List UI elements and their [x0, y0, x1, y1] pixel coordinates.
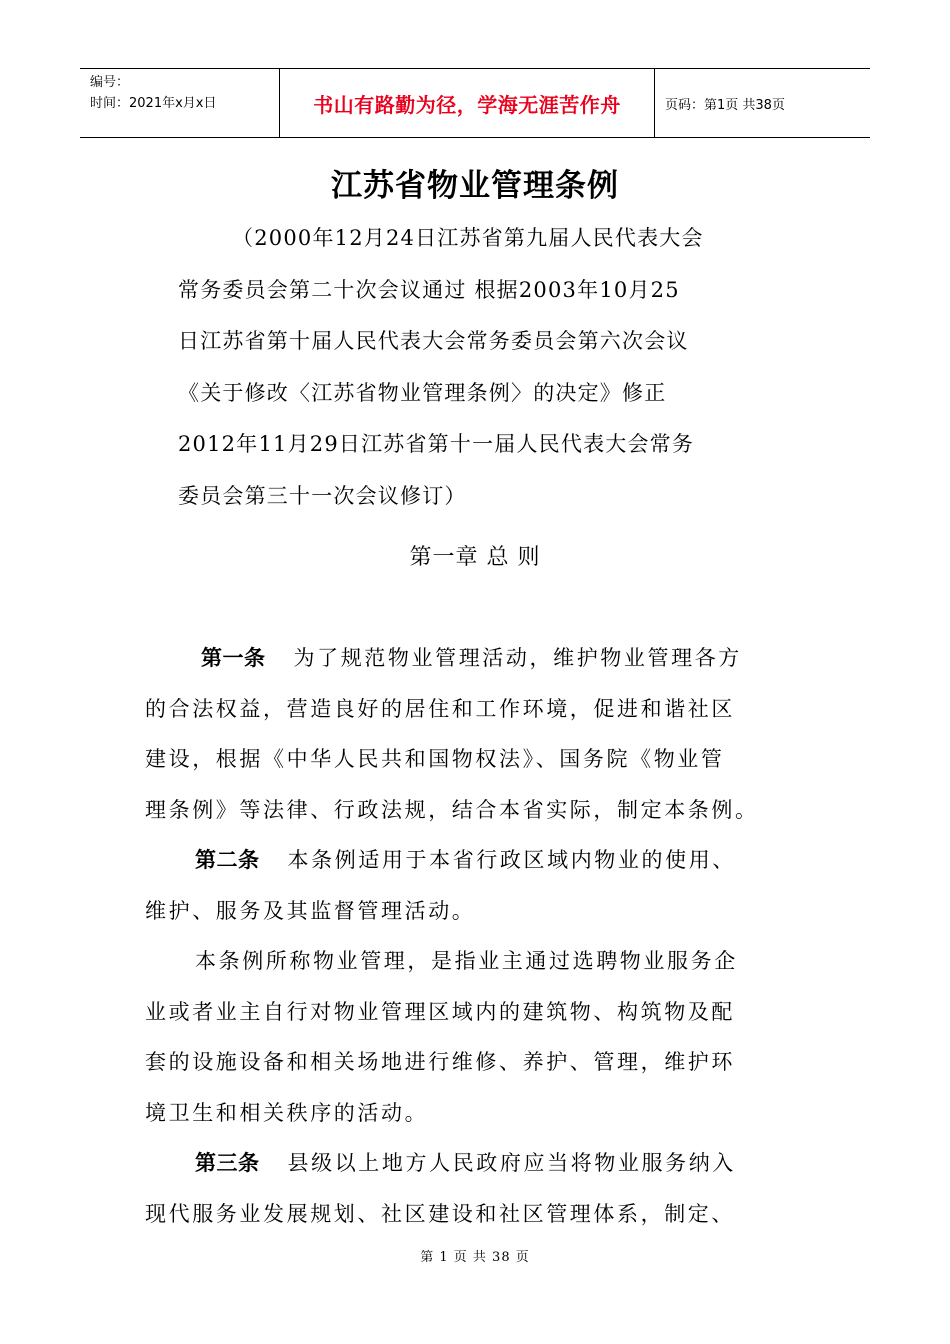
preamble-line: 常务委员会第二十次会议通过 根据2003年10月25: [178, 277, 680, 302]
document-title: 江苏省物业管理条例: [331, 168, 619, 204]
article-3-text: 县级以上地方人民政府应当将物业服务纳入: [287, 1151, 736, 1175]
article-1-label: 第一条: [201, 646, 266, 670]
document-header: [80, 68, 870, 138]
chapter-title: 第一章 总 则: [409, 545, 541, 570]
article-2-label: 第二条: [195, 848, 260, 872]
header-page-cell: [655, 69, 870, 137]
preamble-line: 2012年11月29日江苏省第十一届人民代表大会常务: [178, 432, 695, 456]
header-page-info: 页码：第1页 共38页: [665, 97, 785, 113]
article-2-line: 维护、服务及其监督管理活动。: [145, 898, 476, 923]
preamble-line: 委员会第三十一次会议修订）: [178, 483, 467, 508]
article-2-para-line: 本条例所称物业管理，是指业主通过选聘物业服务企: [195, 949, 738, 973]
header-motto: 书山有路勤为径，学海无涯苦作舟: [313, 92, 621, 117]
article-1-line: 建设，根据《中华人民共和国物权法》、国务院《物业管: [145, 747, 725, 771]
preamble: [178, 213, 788, 522]
preamble-line: 日江苏省第十届人民代表大会常务委员会第六次会议: [178, 329, 689, 353]
article-2-para-line: 业或者业主自行对物业管理区域内的建筑物、构筑物及配: [145, 999, 735, 1024]
preamble-line: 《关于修改〈江苏省物业管理条例〉的决定》修正: [178, 380, 667, 405]
time-label: 时间：2021年x月x日: [90, 96, 217, 111]
page-footer: 第 1 页 共 38 页: [420, 1250, 530, 1265]
article-1-line: 理条例》等法律、行政法规，结合本省实际，制定本条例。: [145, 797, 759, 822]
article-2-para-line: 套的设施设备和相关场地进行维修、养护、管理，维护环: [145, 1050, 735, 1074]
header-motto-cell: [280, 69, 655, 137]
article-2-text: 本条例适用于本省行政区域内物业的使用、: [287, 848, 736, 872]
article-1-line: 的合法权益，营造良好的居住和工作环境，促进和谐社区: [145, 696, 735, 721]
document-body: [145, 633, 815, 1239]
header-meta-cell: [80, 69, 280, 137]
article-1-line: [145, 633, 815, 684]
number-label: 编号：: [90, 75, 130, 90]
preamble-line: （2000年12月24日江苏省第九届人民代表大会: [232, 226, 704, 250]
article-3-label: 第三条: [195, 1151, 260, 1175]
article-1-text: 为了规范物业管理活动，维护物业管理各方: [293, 646, 742, 670]
article-2-para-line: 境卫生和相关秩序的活动。: [145, 1100, 429, 1125]
article-2-line: [145, 835, 815, 886]
article-3-line: [145, 1138, 815, 1189]
article-3-line: 现代服务业发展规划、社区建设和社区管理体系，制定、: [145, 1201, 735, 1226]
